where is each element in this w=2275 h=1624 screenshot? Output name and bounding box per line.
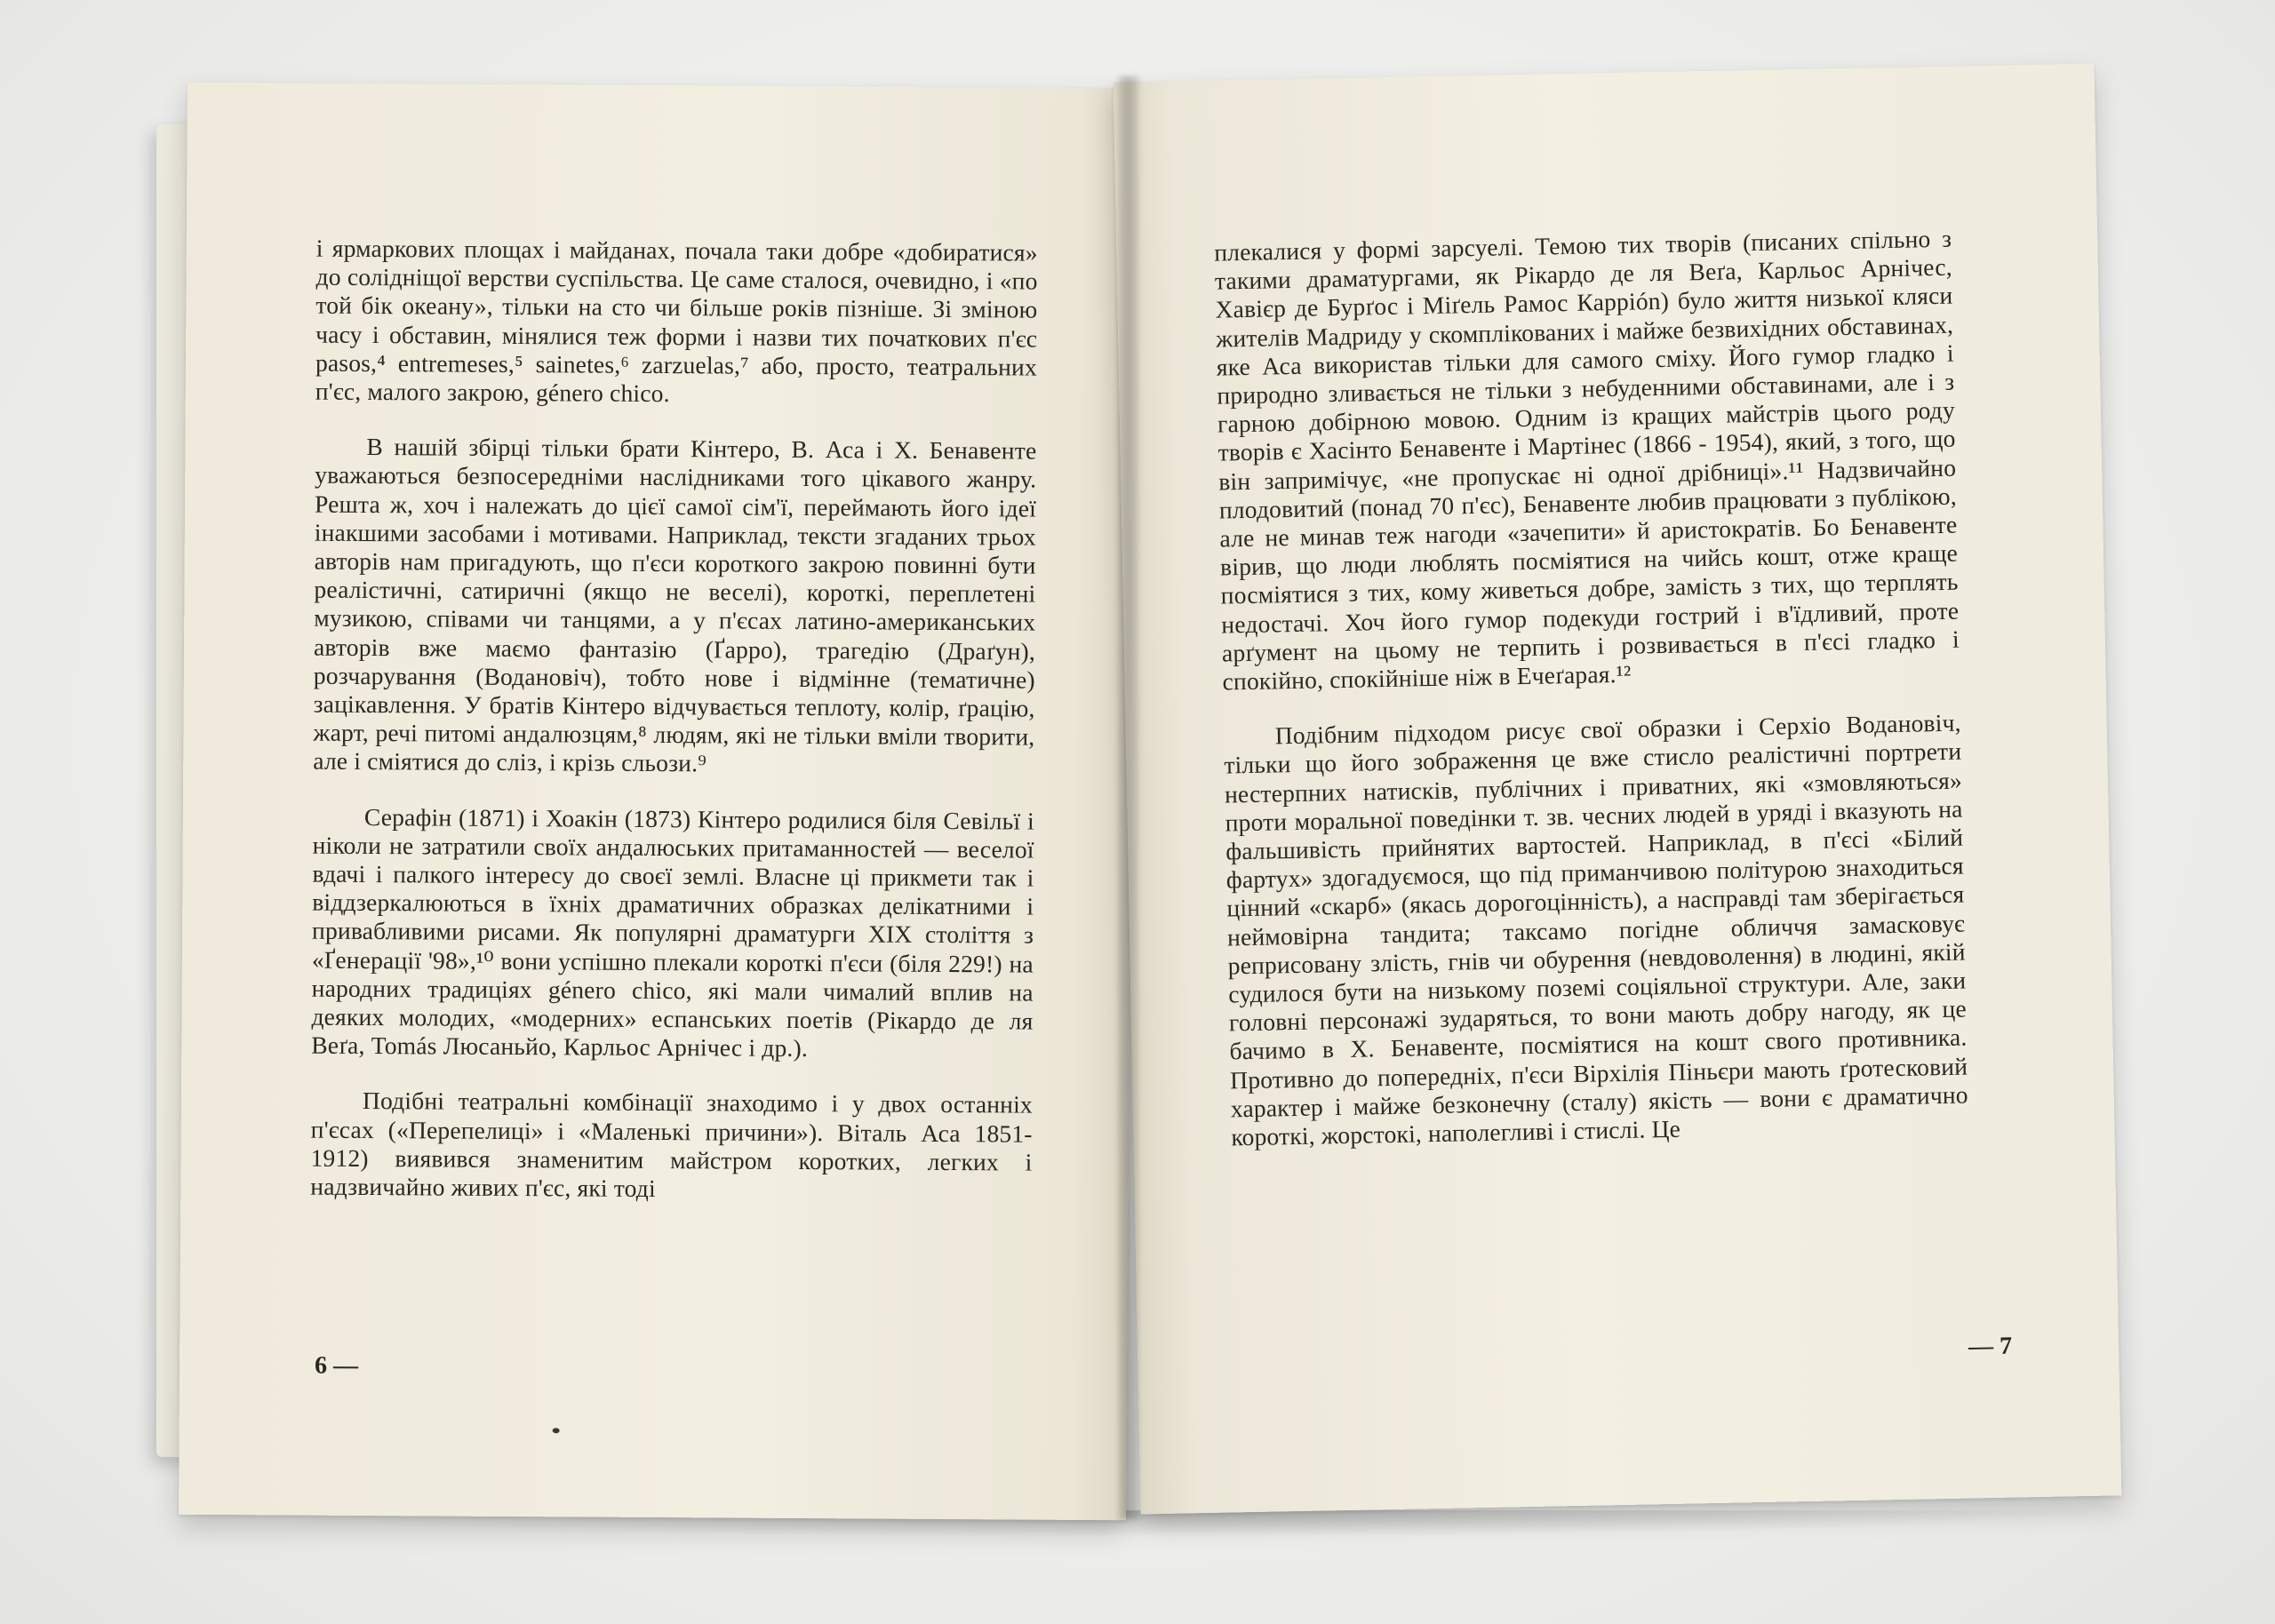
left-paragraph-1: і ярмаркових площах і майданах, почала таки добре «добиратися» до солідніщої верстви суспільства. Це саме сталося, очевидно, і «по той бік океану», тільки на сто чи більше років пізніше. Зі зміною часу і обставин, мінялися теж форми і назви тих початкових п'єс pasos,⁴ entremeses,⁵ sainetes,⁶ zarzuelas,⁷ або, просто, театральних п'єс, малого закрою, género chico. bbox=[315, 234, 1038, 408]
book-gutter bbox=[1118, 76, 1139, 1519]
right-page-number: — 7 bbox=[1968, 1332, 2013, 1361]
right-paragraph-1: плекалися у формі зарсуелі. Темою тих творів (писаних спільно з такими драматургами, як Рікардо де ля Веґа, Карльос Арнічес, Хавієр де Бурґос і Міґель Рамос Карріón) було життя низької кляси жителів Мадриду у скомплікованих і майже безвихідних обставинах, яке Аса використав тільки для самого сміху. Його гумор гладко і природно зливається не тільки з небуденними обставинами, але і з гарною добірною мовою. Одним із кращих майстрів цього роду творів є Хасінто Бенавенте і Мартінес (1866 - 1954), який, з того, що він запримічує, «не пропускає ні одної дрібниці».¹¹ Надзвичайно плодовитий (понад 70 п'єс), Бенавенте любив працювати з публікою, але не минав теж нагоди «зачепити» й аристократів. Бо Бенавенте вірив, що люди люблять посміятися на чийсь кошт, отже краще посміятися з тих, кому живеться добре, замість з тих, що терплять недостачі. Хоч його гумор подекуди гострий і в'їдливий, проте арґумент на цьому не терпить і розвивається в п'єсі гладко і спокійно, спокійніше ніж в Ечеґарая.¹² bbox=[1214, 224, 1960, 696]
left-paragraph-4: Подібні театральні комбінації знаходимо і у двох останніх п'єсах («Перепелиці» і «Маленькі причини»). Віталь Аса 1851-1912) виявився знаменитим майстром коротких, легких і надзвичайно живих п'єс, які тоді bbox=[310, 1087, 1034, 1203]
right-paragraph-2: Подібним підходом рисує свої образки і Серхіо Водановіч, тільки що його зображення це вже стисло реалістичні портрети нестерпних натисків, публічних і приватних, які «змовляються» проти моральної поведінки т. зв. чесних людей в уряді і вказують на фальшивість прийнятих вартостей. Наприклад, в п'єсі «Білий фартух» здогадуємося, що під приманчивою політурою знаходиться цінний «скарб» (якась дорогоцінність), а насправді там зберігається неймовірна тандита; таксамо погідне обличчя замасковує реприсовану злість, гнів чи обурення (невдоволення) в людині, якій судилося бути на низькому поземі соціяльної структури. Але, заки головні персонажі зударяться, то вони мають добру нагоду, як це бачимо в Х. Бенавенте, посміятися на кошт свого противника. Противно до попередніх, п'єси Вірхілія Піньєри мають ґротесковий характер і майже безконечну (сталу) якість — вони є драматично короткі, жорстокі, наполегливі і стислі. Це bbox=[1224, 708, 1968, 1151]
left-paragraph-2: В нашій збірці тільки брати Кінтеро, В. Аса і Х. Бенавенте уважаються безпосередніми наслідниками того цікавого жанру. Решта ж, хоч і належать до цієї самої сім'ї, переймають його ідеї інакшими засобами і мотивами. Наприклад, тексти згаданих трьох авторів нам пригадують, що п'єси короткого закрою повинні бути реалістичні, сатиричні (якщо не веселі), короткі, переплетені музикою, співами чи танцями, а у п'єсах латино-американських авторів вже маємо фантазію (Ґарро), трагедію (Драґун), розчарування (Водановіч), тобто нове і відмінне (тематичне) зацікавлення. У братів Кінтеро відчувається теплоту, колір, ґрацію, жарт, речі питомі андалюзцям,⁸ людям, які не тільки вміли творити, але і сміятися до сліз, і крізь сльози.⁹ bbox=[313, 433, 1037, 777]
left-page-text bbox=[310, 235, 1038, 1206]
right-page-text bbox=[1214, 225, 1969, 1152]
left-page-number: 6 — bbox=[315, 1351, 359, 1380]
left-paragraph-3: Серафін (1871) і Хоакін (1873) Кінтеро родилися біля Севільї і ніколи не затратили своїх андалюських притаманностей — веселої вдачі і палкого інтересу до своєї землі. Власне ці прикмети так і віддзеркалюються в їхніх драматичних образках делікатними і привабливими рисами. Як популярні драматурги XIX століття з «Ґенерації '98»,¹⁰ вони успішно плекали короткі п'єси (біля 229!) на народних традиціях género chico, які мали чималий вплив на деяких молодих, «модерних» еспанських поетів (Рікардо де ля Веґа, Tomás Люсаньйо, Карльос Арнічес і др.). bbox=[311, 802, 1034, 1063]
ink-speck bbox=[553, 1428, 560, 1433]
left-page bbox=[179, 83, 1135, 1520]
right-page bbox=[1114, 64, 2122, 1515]
